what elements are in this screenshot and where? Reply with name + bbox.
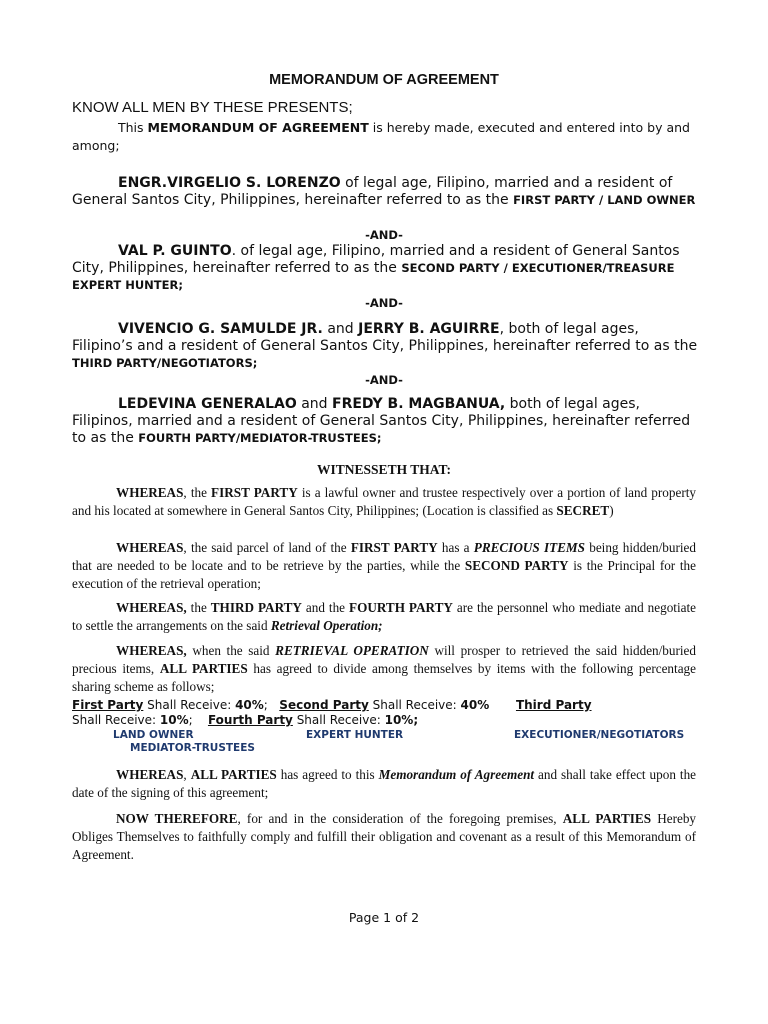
w2-first-party: FIRST PARTY bbox=[350, 540, 438, 555]
w2-text-2: has a bbox=[437, 540, 474, 555]
sharing-line-2 bbox=[72, 713, 418, 727]
w1-whereas: WHEREAS bbox=[116, 485, 184, 500]
first-party-name: ENGR.VIRGELIO S. LORENZO bbox=[118, 175, 341, 191]
w3-third-party: THIRD PARTY bbox=[210, 600, 302, 615]
w3-whereas: WHEREAS, bbox=[116, 600, 187, 615]
role-mediator-trustees: MEDIATOR-TRUSTEES bbox=[130, 742, 255, 754]
first-party-paragraph bbox=[72, 175, 700, 209]
w4-all-parties: ALL PARTIES bbox=[159, 661, 248, 676]
w2-text-4: is the Principal for the execution of the retrieval operation; bbox=[72, 558, 696, 591]
w4-text-2: will prosper to retrieved the said hidden/buried precious items, bbox=[72, 643, 696, 676]
w5-all-parties: ALL PARTIES bbox=[190, 767, 277, 782]
w2-text-1: , the said parcel of land of the bbox=[183, 540, 351, 555]
now-text-1: , for and in the consideration of the foregoing premises, bbox=[237, 811, 563, 826]
share-v2: 40% bbox=[460, 698, 490, 712]
third-party-name-2: JERRY B. AGUIRRE bbox=[358, 321, 500, 337]
w1-text-2: is a lawful owner and trustee respectively over a portion of land property and his located at somewhere in General Santos City, Philippines; (Location is classified as bbox=[72, 485, 696, 518]
role-land-owner: LAND OWNER bbox=[113, 729, 194, 741]
w2-precious-items: PRECIOUS ITEMS bbox=[473, 540, 585, 555]
w1-secret: SECRET bbox=[556, 503, 610, 518]
third-party-role: THIRD PARTY/NEGOTIATORS; bbox=[72, 356, 258, 370]
whereas-paragraph-1 bbox=[72, 484, 696, 520]
w4-retrieval-operation: RETRIEVAL OPERATION bbox=[275, 643, 429, 658]
share-s1: ; bbox=[263, 698, 268, 712]
share-r3: Shall Receive: bbox=[72, 713, 160, 727]
w3-text-1: the bbox=[186, 600, 211, 615]
third-party-paragraph bbox=[72, 321, 700, 372]
w1-text-3: ) bbox=[609, 503, 614, 518]
whereas-paragraph-3 bbox=[72, 599, 696, 635]
know-all-heading: KNOW ALL MEN BY THESE PRESENTS; bbox=[72, 99, 353, 116]
role-executioner-negotiators: EXECUTIONER/NEGOTIATORS bbox=[514, 729, 685, 741]
second-party-name: VAL P. GUINTO bbox=[118, 243, 232, 259]
w5-memorandum: Memorandum of Agreement bbox=[378, 767, 535, 782]
second-party-role: SECOND PARTY / EXECUTIONER/TREASURE EXPERT HUNTER; bbox=[72, 261, 675, 292]
fourth-party-role: FOURTH PARTY/MEDIATOR-TRUSTEES; bbox=[138, 431, 382, 445]
now-text-2: Hereby Obliges Themselves to faithfully comply and fulfill their obligation and covenant as a result of this Memorandum of Agreement. bbox=[72, 811, 697, 862]
now-all-parties: ALL PARTIES bbox=[562, 811, 652, 826]
whereas-paragraph-5 bbox=[72, 766, 696, 802]
share-fourth-party: Fourth Party bbox=[207, 713, 293, 727]
w4-text-3: has agreed to divide among themselves by items with the following percentage sharing scheme as follows; bbox=[72, 661, 696, 694]
fourth-party-text: both of legal ages, Filipinos, married and a resident of General Santos City, Philippines, hereinafter referred to as the bbox=[72, 396, 691, 446]
sharing-line-1 bbox=[72, 698, 592, 712]
and-separator-1: -AND- bbox=[365, 228, 403, 242]
share-r1: Shall Receive: bbox=[143, 698, 236, 712]
page-number: Page 1 of 2 bbox=[348, 910, 420, 925]
first-party-role: FIRST PARTY / LAND OWNER bbox=[513, 193, 696, 207]
now-therefore-paragraph bbox=[72, 810, 696, 864]
role-expert-hunter: EXPERT HUNTER bbox=[306, 729, 404, 741]
w1-text-1: , the bbox=[183, 485, 212, 500]
now-therefore: NOW THEREFORE bbox=[116, 811, 238, 826]
second-party-paragraph bbox=[72, 243, 700, 294]
w4-whereas: WHEREAS, bbox=[116, 643, 187, 658]
share-v4: 10%; bbox=[384, 713, 419, 727]
w3-retrieval-operation: Retrieval Operation; bbox=[270, 618, 383, 633]
w5-text-3: and shall take effect upon the date of the signing of this agreement; bbox=[72, 767, 697, 800]
share-v3: 10% bbox=[159, 713, 189, 727]
share-second-party: Second Party bbox=[279, 698, 369, 712]
w5-text-1: , bbox=[183, 767, 191, 782]
intro-paragraph bbox=[72, 119, 698, 155]
share-v1: 40% bbox=[235, 698, 264, 712]
w3-text-2: and the bbox=[301, 600, 350, 615]
w2-whereas: WHEREAS bbox=[116, 540, 184, 555]
third-party-name-1: VIVENCIO G. SAMULDE JR. bbox=[118, 321, 323, 337]
share-third-party: Third Party bbox=[515, 698, 592, 712]
fourth-party-paragraph bbox=[72, 396, 700, 447]
third-party-and: and bbox=[322, 321, 359, 337]
second-party-text: . of legal age, Filipino, married and a resident of General Santos City, Philippines, hereinafter referred to as the bbox=[72, 243, 680, 276]
and-separator-3: -AND- bbox=[365, 373, 403, 387]
w5-whereas: WHEREAS bbox=[116, 767, 184, 782]
whereas-paragraph-2 bbox=[72, 539, 696, 593]
document-title: MEMORANDUM OF AGREEMENT bbox=[269, 72, 499, 88]
first-party-text: of legal age, Filipino, married and a resident of General Santos City, Philippines, hereinafter referred to as the bbox=[72, 175, 673, 208]
third-party-text: , both of legal ages, Filipino’s and a resident of General Santos City, Philippines, hereinafter referred to as the bbox=[72, 321, 698, 354]
w5-text-2: has agreed to this bbox=[276, 767, 379, 782]
w1-first-party: FIRST PARTY bbox=[211, 485, 298, 500]
fourth-party-name-2: FREDY B. MAGBANUA, bbox=[332, 396, 506, 412]
share-s3: ; bbox=[188, 713, 193, 727]
share-r2: Shall Receive: bbox=[368, 698, 461, 712]
w3-text-3: are the personnel who mediate and negotiate to settle the arrangements on the said bbox=[72, 600, 696, 633]
intro-text-end: is hereby made, executed and entered into by and among; bbox=[72, 120, 690, 153]
w2-text-3: being hidden/buried that are needed to be locate and to be retrieve by the parties, while the bbox=[72, 540, 696, 573]
witnesseth-heading: WITNESSETH THAT: bbox=[317, 462, 451, 477]
intro-bold: MEMORANDUM OF AGREEMENT bbox=[147, 120, 369, 135]
w2-second-party: SECOND PARTY bbox=[464, 558, 569, 573]
w4-text-1: when the said bbox=[186, 643, 276, 658]
share-first-party: First Party bbox=[72, 698, 144, 712]
fourth-party-name-1: LEDEVINA GENERALAO bbox=[118, 396, 297, 412]
and-separator-2: -AND- bbox=[365, 296, 403, 310]
whereas-paragraph-4 bbox=[72, 642, 696, 696]
fourth-party-and: and bbox=[296, 396, 332, 412]
share-r4: Shall Receive: bbox=[292, 713, 385, 727]
w3-fourth-party: FOURTH PARTY bbox=[349, 600, 453, 615]
intro-text: This bbox=[118, 120, 148, 135]
